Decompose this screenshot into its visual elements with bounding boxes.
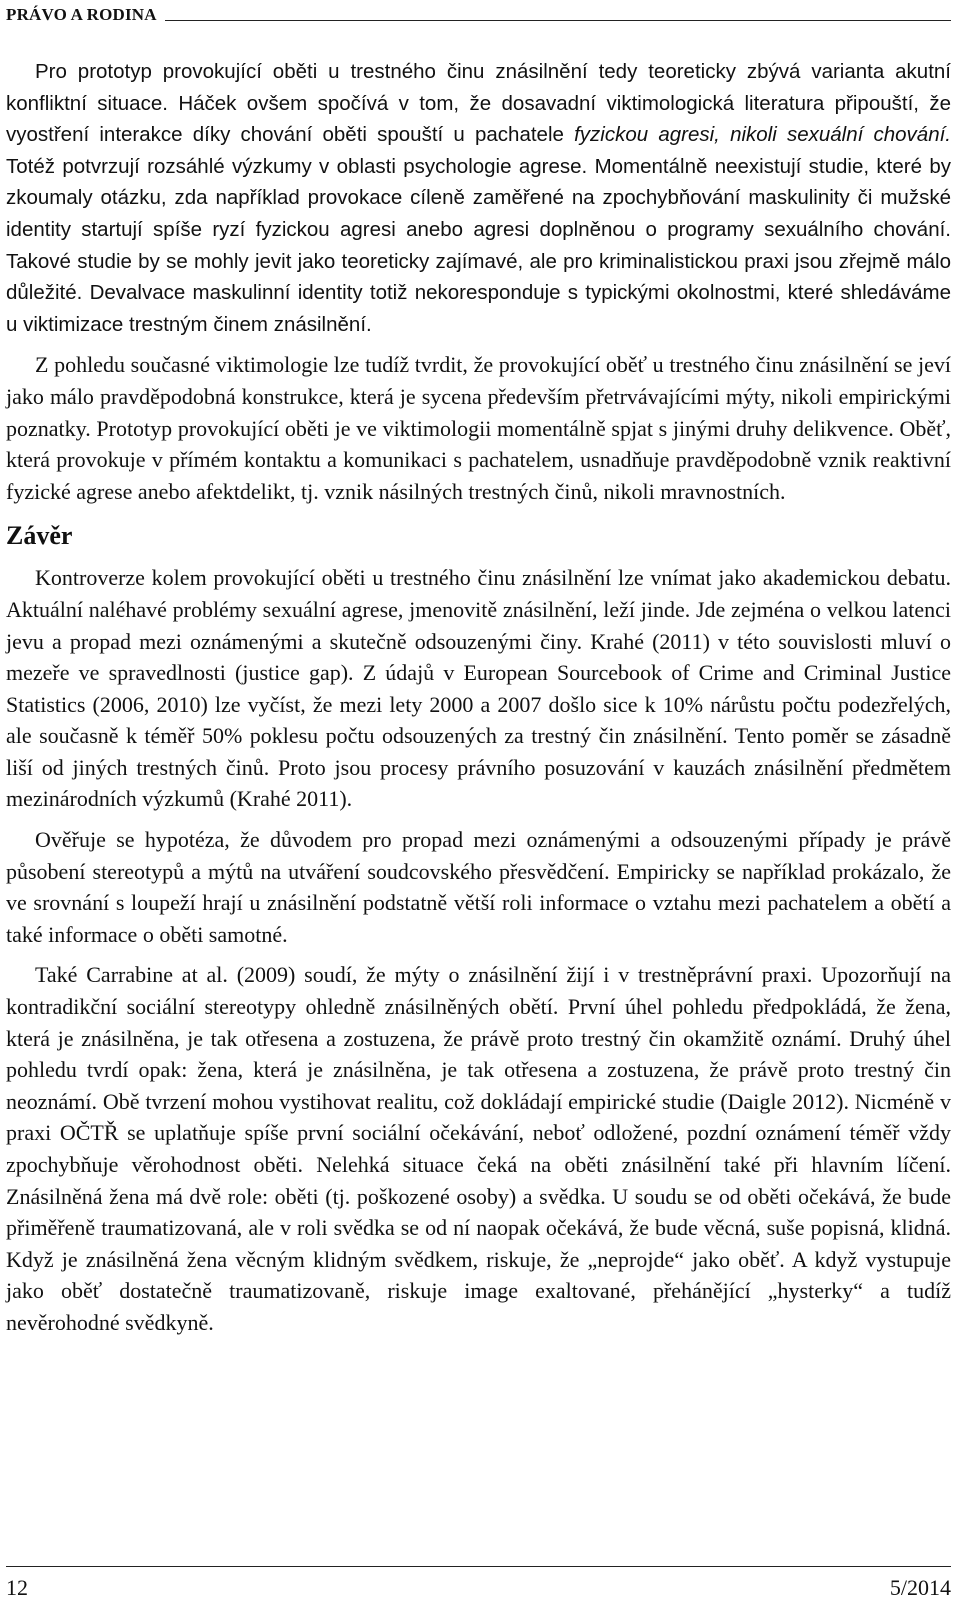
text-run: Totéž potvrzují rozsáhlé výzkumy v oblasti psychologie agrese. Momentálně neexistují studie, které by zkoumaly otázku, zda například provokace cíleně zaměřené na zpochybňování maskulinity či mužské identity startují spíše ryzí fyzickou agresi anebo agresi doplněnou o programy sexuálního chování. Takové studie by se mohly jevit jako teoreticky zajímavé, ale pro kriminalistickou praxi jsou zřejmě málo důležité. Devalvace maskulinní identity totiž nekoresponduje s typickými okolnostmi, které shledáváme u viktimizace trestným činem znásilnění. bbox=[6, 154, 951, 336]
page-footer bbox=[6, 1566, 951, 1600]
header-rule bbox=[165, 20, 951, 21]
running-header bbox=[6, 0, 951, 26]
paragraph-2 bbox=[6, 349, 951, 507]
page-number: 12 bbox=[6, 1575, 28, 1600]
issue-number: 5/2014 bbox=[889, 1575, 951, 1600]
body-text bbox=[6, 56, 951, 1339]
conclusion-paragraph-3: Také Carrabine at al. (2009) soudí, že mýty o znásilnění žijí i v trestněprávní praxi. Upozorňují na kontradikční sociální stereotypy ohledně znásilněných obětí. První úhel pohledu předpokládá, že žena, která je znásilněna, je tak otřesena a zostuzena, že právě proto trestný čin okamžitě oznámí. Druhý úhel pohledu tvrdí opak: žena, která je znásilněna, je tak otřesena a zostuzena, že právě proto trestný čin neoznámí. Obě tvrzení mohou vystihovat realitu, což dokládají empirické studie (Daigle 2012). Nicméně v praxi OČTŘ se uplatňuje spíše první sociální očekávání, neboť odložené, pozdní oznámení téměř vždy zpochybňuje věrohodnost oběti. Nelehká situace čeká na oběti znásilnění také při hlavním líčení. Znásilněná žena má dvě role: oběti (tj. poškozené osoby) a svědka. U soudu se od oběti očekává, že bude přiměřeně traumatizovaná, ale v roli svědka se od ní naopak očekává, že bude věcná, suše popisná, klidná. Když je znásilněná žena věcným klidným svědkem, riskuje, že „neprojde“ jako oběť. A když vystupuje jako oběť dostatečně traumatizovaně, riskuje image exaltované, přehánějící „hysterky“ a tudíž nevěrohodné svědkyně. bbox=[6, 962, 951, 1335]
text-run: Pro prototyp provokující oběti u trestného činu znásilnění tedy teoreticky zbývá varianta akutní konfliktní situace. Háček ovšem spočívá v tom, že dosavadní viktimologická literatura připouští, že vyostření interakce díky chování oběti spouští u pachatele bbox=[6, 60, 951, 147]
footer-rule bbox=[6, 1566, 951, 1567]
emphasis-run: fyzickou agresi, nikoli sexuální chování. bbox=[574, 123, 952, 147]
journal-title: PRÁVO A RODINA bbox=[6, 5, 157, 24]
text-run: Z pohledu současné viktimologie lze tudíž tvrdit, že provokující oběť u trestného činu znásilnění se jeví jako málo pravděpodobná konstrukce, která je sycena především přetrvávajícími mýty, nikoli empirickými poznatky. Prototyp provokující oběti je ve viktimologii momentálně spjat s jinými druhy delikvence. Oběť, která provokuje v přímém kontaktu a komunikaci s pachatelem, usnadňuje pravděpodobně vznik reaktivní fyzické agrese anebo afektdelikt, tj. vznik násilných trestných činů, nikoli mravnostních. bbox=[6, 352, 951, 504]
conclusion-paragraph-2: Ověřuje se hypotéza, že důvodem pro propad mezi oznámenými a odsouzenými případy je právě působení stereotypů a mýtů na utváření soudcovského přesvědčení. Empiricky se například prokázalo, že ve srovnání s loupeží hrají u znásilnění podstatně větší roli informace o vztahu mezi pachatelem a obětí a také informace o oběti samotné. bbox=[6, 827, 951, 947]
paragraph-1 bbox=[6, 56, 951, 340]
conclusion-paragraph-1: Kontroverze kolem provokující oběti u trestného činu znásilnění lze vnímat jako akademickou debatu. Aktuální naléhavé problémy sexuální agrese, jmenovitě znásilnění, leží jinde. Jde zejména o velkou latenci jevu a propad mezi oznámenými a skutečně odsouzenými činy. Krahé (2011) v této souvislosti mluví o mezeře ve spravedlnosti (justice gap). Z údajů v European Sourcebook of Crime and Criminal Justice Statistics (2006, 2010) lze vyčíst, že mezi lety 2000 a 2007 došlo sice k 10% nárůstu počtu podezřelých, ale současně k téměř 50% poklesu počtu odsouzených za trestný čin znásilnění. Tento poměr se zásadně liší od jiných trestných činů. Proto jsou procesy právního posuzování v kauzách znásilnění předmětem mezinárodních výzkumů (Krahé 2011). bbox=[6, 565, 951, 812]
section-heading: Závěr bbox=[6, 521, 73, 551]
